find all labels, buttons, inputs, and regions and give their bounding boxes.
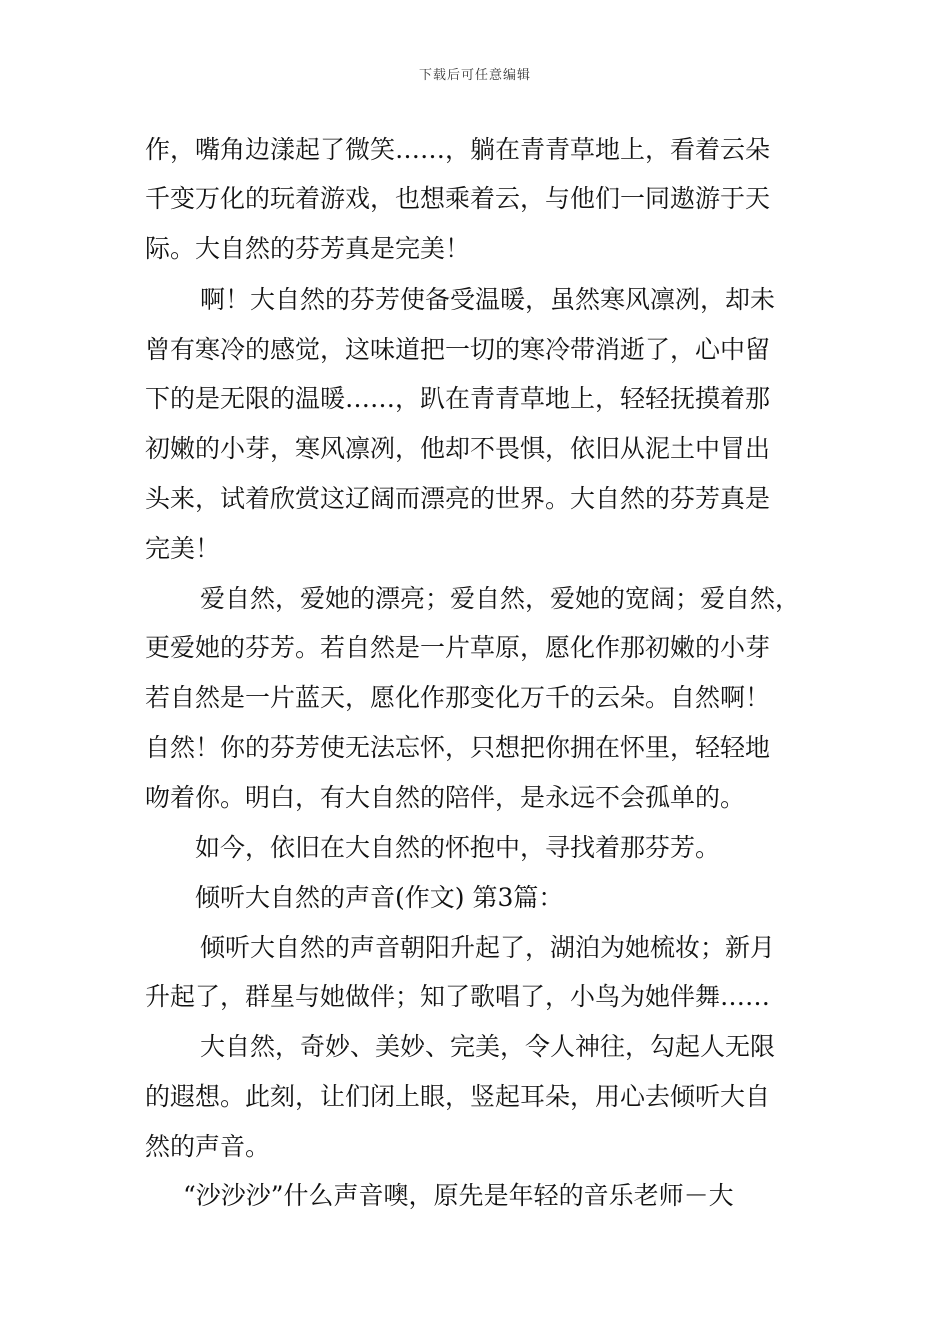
paragraph-first-line: 如今，依旧在大自然的怀抱中，寻找着那芬芳。 [195, 833, 721, 862]
text-line: 作，嘴角边漾起了微笑……，躺在青青草地上，看着云朵 [145, 135, 771, 164]
text-line: 自然！你的芬芳使无法忘怀，只想把你拥在怀里，轻轻地 [145, 733, 771, 762]
paragraph-first-line: 大自然，奇妙、美妙、完美，令人神往，勾起人无限 [200, 1032, 776, 1061]
paragraph-first-line: “沙沙沙”什么声音噢，原先是年轻的音乐老师－大 [183, 1181, 734, 1210]
paragraph-first-line: 爱自然，爱她的漂亮；爱自然，爱她的宽阔；爱自然， [200, 584, 801, 613]
text-line: 吻着你。明白，有大自然的陪伴，是永远不会孤单的。 [145, 783, 746, 812]
text-line: 更爱她的芬芳。若自然是一片草原，愿化作那初嫩的小芽 [145, 633, 771, 662]
text-line: 完美！ [145, 534, 221, 563]
text-line: 下的是无限的温暖……，趴在青青草地上，轻轻抚摸着那 [145, 384, 771, 413]
section-heading: 倾听大自然的声音(作文) 第3篇： [195, 883, 564, 912]
text-line: 头来，试着欣赏这辽阔而漂亮的世界。大自然的芬芳真是 [145, 484, 771, 513]
text-line: 千变万化的玩着游戏，也想乘着云，与他们一同遨游于天 [145, 184, 771, 213]
text-line: 初嫩的小芽，寒风凛冽，他却不畏惧，依旧从泥土中冒出 [145, 434, 771, 463]
text-line: 若自然是一片蓝天，愿化作那变化万千的云朵。自然啊！ [145, 683, 771, 712]
text-line: 的遐想。此刻，让们闭上眼，竖起耳朵，用心去倾听大自 [145, 1082, 771, 1111]
paragraph-first-line: 啊！大自然的芬芳使备受温暖，虽然寒风凛冽，却未 [200, 285, 776, 314]
text-line: 际。大自然的芬芳真是完美！ [145, 234, 471, 263]
text-line: 升起了，群星与她做伴；知了歌唱了，小鸟为她伴舞…… [145, 982, 771, 1011]
text-line: 曾有寒冷的感觉，这味道把一切的寒冷带消逝了，心中留 [145, 335, 771, 364]
text-line: 然的声音。 [145, 1132, 271, 1161]
page-header: 下载后可任意编辑 [418, 68, 531, 83]
paragraph-first-line: 倾听大自然的声音朝阳升起了，湖泊为她梳妆；新月 [200, 933, 776, 962]
